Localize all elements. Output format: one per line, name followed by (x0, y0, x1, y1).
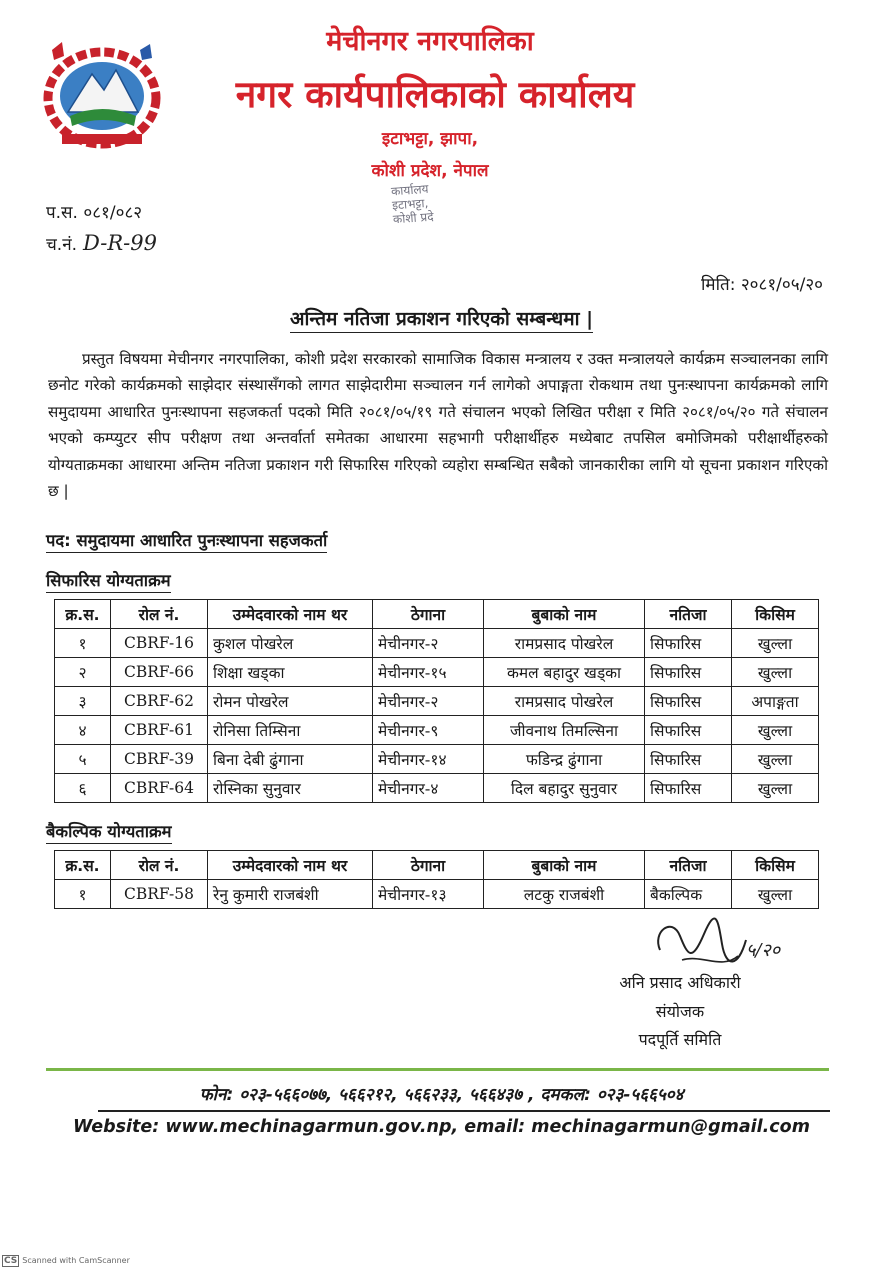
footer-divider-green (46, 1068, 829, 1071)
scanner-text: Scanned with CamScanner (22, 1256, 130, 1265)
cell-name: रोस्निका सुनुवार (208, 774, 373, 803)
cell-address: मेचीनगर-२ (373, 687, 484, 716)
footer-divider-black (98, 1110, 830, 1112)
col-header: किसिम (732, 851, 819, 880)
office-stamp (391, 182, 434, 227)
cell-type: खुल्ला (732, 774, 819, 803)
address-line-2: कोशी प्रदेश, नेपाल (371, 161, 489, 181)
body-text: प्रस्तुत विषयमा मेचीनगर नगरपालिका, कोशी प्रदेश सरकारको सामाजिक विकास मन्त्रालय र उक्त मन्त्रालयले कार्यक्रम सञ्चालनका लागि छनोट गरेको कार्यक्रमको साझेदार संस्थासँगको लागत साझेदारीमा सञ्चालन गर्न लागेको अपाङ्गता रोकथाम तथा पुनःस्थापना कार्यक्रमको लागि समुदायमा आधारित पुनःस्थापना सहजकर्ता पदको मिति २०८१/०५/१९ गते संचालन भएको लिखित परीक्षा र मिति २०८१/०५/२० गते संचालन भएको कम्प्युटर सीप परीक्षण तथा अन्तर्वार्ता समेतका आधारमा सहभागी परीक्षार्थीहरु मध्येबाट तपसिल बमोजिमको परीक्षार्थीहरुको योग्यताक्रमका आधारमा अन्तिम नतिजा प्रकाशन गरी सिफारिस गरिएको व्यहोरा सम्बन्धित सबैको जानकारीका लागि यो सूचना प्रकाशन गरिएको छ | (48, 350, 828, 501)
signer-committee: पदपूर्ति समिति (638, 1030, 722, 1049)
col-header: ठेगाना (373, 600, 484, 629)
cell-name: बिना देबी ढुंगाना (208, 745, 373, 774)
cell-father: कमल बहादुर खड्का (484, 658, 645, 687)
signature-scribble-icon (642, 910, 792, 980)
cell-father: जीवनाथ तिमल्सिना (484, 716, 645, 745)
office-name: नगर कार्यपालिकाको कार्यालय (235, 73, 635, 116)
post-label: पद: समुदायमा आधारित पुनःस्थापना सहजकर्ता (46, 528, 327, 553)
cell-sn: २ (55, 658, 111, 687)
cell-name: रोनिसा तिम्सिना (208, 716, 373, 745)
cell-sn: १ (55, 880, 111, 909)
stamp-line: कार्यालय (390, 181, 429, 199)
reference-number (46, 231, 157, 255)
recommended-label: सिफारिस योग्यताक्रम (46, 568, 171, 593)
col-header: नतिजा (645, 851, 732, 880)
table-row (55, 774, 819, 803)
cell-father: दिल बहादुर सुनुवार (484, 774, 645, 803)
col-header: बुबाको नाम (484, 600, 645, 629)
cell-name: शिक्षा खड्का (208, 658, 373, 687)
cell-address: मेचीनगर-२ (373, 629, 484, 658)
cell-result: सिफारिस (645, 745, 732, 774)
col-header: रोल नं. (111, 851, 208, 880)
table-row (55, 880, 819, 909)
signer-name: अनि प्रसाद अधिकारी (619, 973, 741, 992)
scanner-watermark (2, 1256, 130, 1266)
cell-roll: CBRF-62 (111, 687, 208, 716)
nepal-emblem-icon (40, 42, 164, 152)
cell-roll: CBRF-16 (111, 629, 208, 658)
address-line-1: इटाभट्टा, झापा, (381, 129, 479, 149)
recommended-table (54, 599, 819, 803)
cell-roll: CBRF-58 (111, 880, 208, 909)
col-header: नतिजा (645, 600, 732, 629)
col-header: क्र.स. (55, 600, 111, 629)
cell-roll: CBRF-66 (111, 658, 208, 687)
footer-phone: फोन: ०२३-५६६०७७, ५६६२१२, ५६६२३३, ५६६४३७ , दमकल: ०२३-५६६५०४ (199, 1085, 684, 1105)
cell-type: खुल्ला (732, 658, 819, 687)
signature-date: ५/२० (746, 940, 781, 961)
cell-address: मेचीनगर-९ (373, 716, 484, 745)
stamp-line: कोशी प्रदे (392, 209, 435, 227)
alternate-label: बैकल्पिक योग्यताक्रम (46, 819, 172, 844)
cell-sn: ६ (55, 774, 111, 803)
footer-website: Website: www.mechinagarmun.gov.np, email: mechinagarmun@gmail.com (73, 1117, 810, 1137)
cell-address: मेचीनगर-१४ (373, 745, 484, 774)
subject-heading (0, 305, 883, 331)
cell-result: सिफारिस (645, 716, 732, 745)
col-header: किसिम (732, 600, 819, 629)
signer-role: संयोजक (655, 1002, 705, 1021)
subject-text: अन्तिम नतिजा प्रकाशन गरिएको सम्बन्धमा | (290, 308, 593, 333)
cell-type: खुल्ला (732, 629, 819, 658)
cell-type: खुल्ला (732, 716, 819, 745)
col-header: क्र.स. (55, 851, 111, 880)
table-header-row (55, 851, 819, 880)
table-row (55, 658, 819, 687)
cell-address: मेचीनगर-१३ (373, 880, 484, 909)
cell-father: रामप्रसाद पोखरेल (484, 629, 645, 658)
col-header: बुबाको नाम (484, 851, 645, 880)
cell-roll: CBRF-61 (111, 716, 208, 745)
cell-result: बैकल्पिक (645, 880, 732, 909)
stamp-line: इटाभट्टा, (391, 195, 429, 213)
scanner-badge: CS (4, 1256, 18, 1266)
cell-sn: ४ (55, 716, 111, 745)
cell-result: सिफारिस (645, 629, 732, 658)
alternate-table (54, 850, 819, 909)
cell-result: सिफारिस (645, 774, 732, 803)
table-row (55, 716, 819, 745)
cell-roll: CBRF-64 (111, 774, 208, 803)
cell-result: सिफारिस (645, 687, 732, 716)
cell-roll: CBRF-39 (111, 745, 208, 774)
cell-name: रोमन पोखरेल (208, 687, 373, 716)
cell-result: सिफारिस (645, 658, 732, 687)
fiscal-year: प.स. ०८१/०८२ (46, 203, 143, 223)
cell-type: खुल्ला (732, 880, 819, 909)
letter-date: मिति: २०८१/०५/२० (701, 275, 823, 295)
table-row (55, 745, 819, 774)
municipality-name: मेचीनगर नगरपालिका (326, 26, 534, 57)
cell-name: कुशल पोखरेल (208, 629, 373, 658)
table-row (55, 629, 819, 658)
cell-father: फडिन्द्र ढुंगाना (484, 745, 645, 774)
cell-address: मेचीनगर-४ (373, 774, 484, 803)
cell-father: रामप्रसाद पोखरेल (484, 687, 645, 716)
cell-type: अपाङ्गता (732, 687, 819, 716)
col-header: उम्मेदवारको नाम थर (208, 851, 373, 880)
col-header: ठेगाना (373, 851, 484, 880)
reference-label: च.नं. (46, 235, 78, 255)
table-row (55, 687, 819, 716)
col-header: रोल नं. (111, 600, 208, 629)
cell-sn: ५ (55, 745, 111, 774)
col-header: उम्मेदवारको नाम थर (208, 600, 373, 629)
reference-handwritten: D-R-99 (83, 231, 157, 255)
cell-name: रेनु कुमारी राजबंशी (208, 880, 373, 909)
cell-sn: ३ (55, 687, 111, 716)
cell-sn: १ (55, 629, 111, 658)
body-paragraph (48, 346, 828, 504)
cell-father: लटकु राजबंशी (484, 880, 645, 909)
cell-address: मेचीनगर-१५ (373, 658, 484, 687)
cell-type: खुल्ला (732, 745, 819, 774)
table-header-row (55, 600, 819, 629)
